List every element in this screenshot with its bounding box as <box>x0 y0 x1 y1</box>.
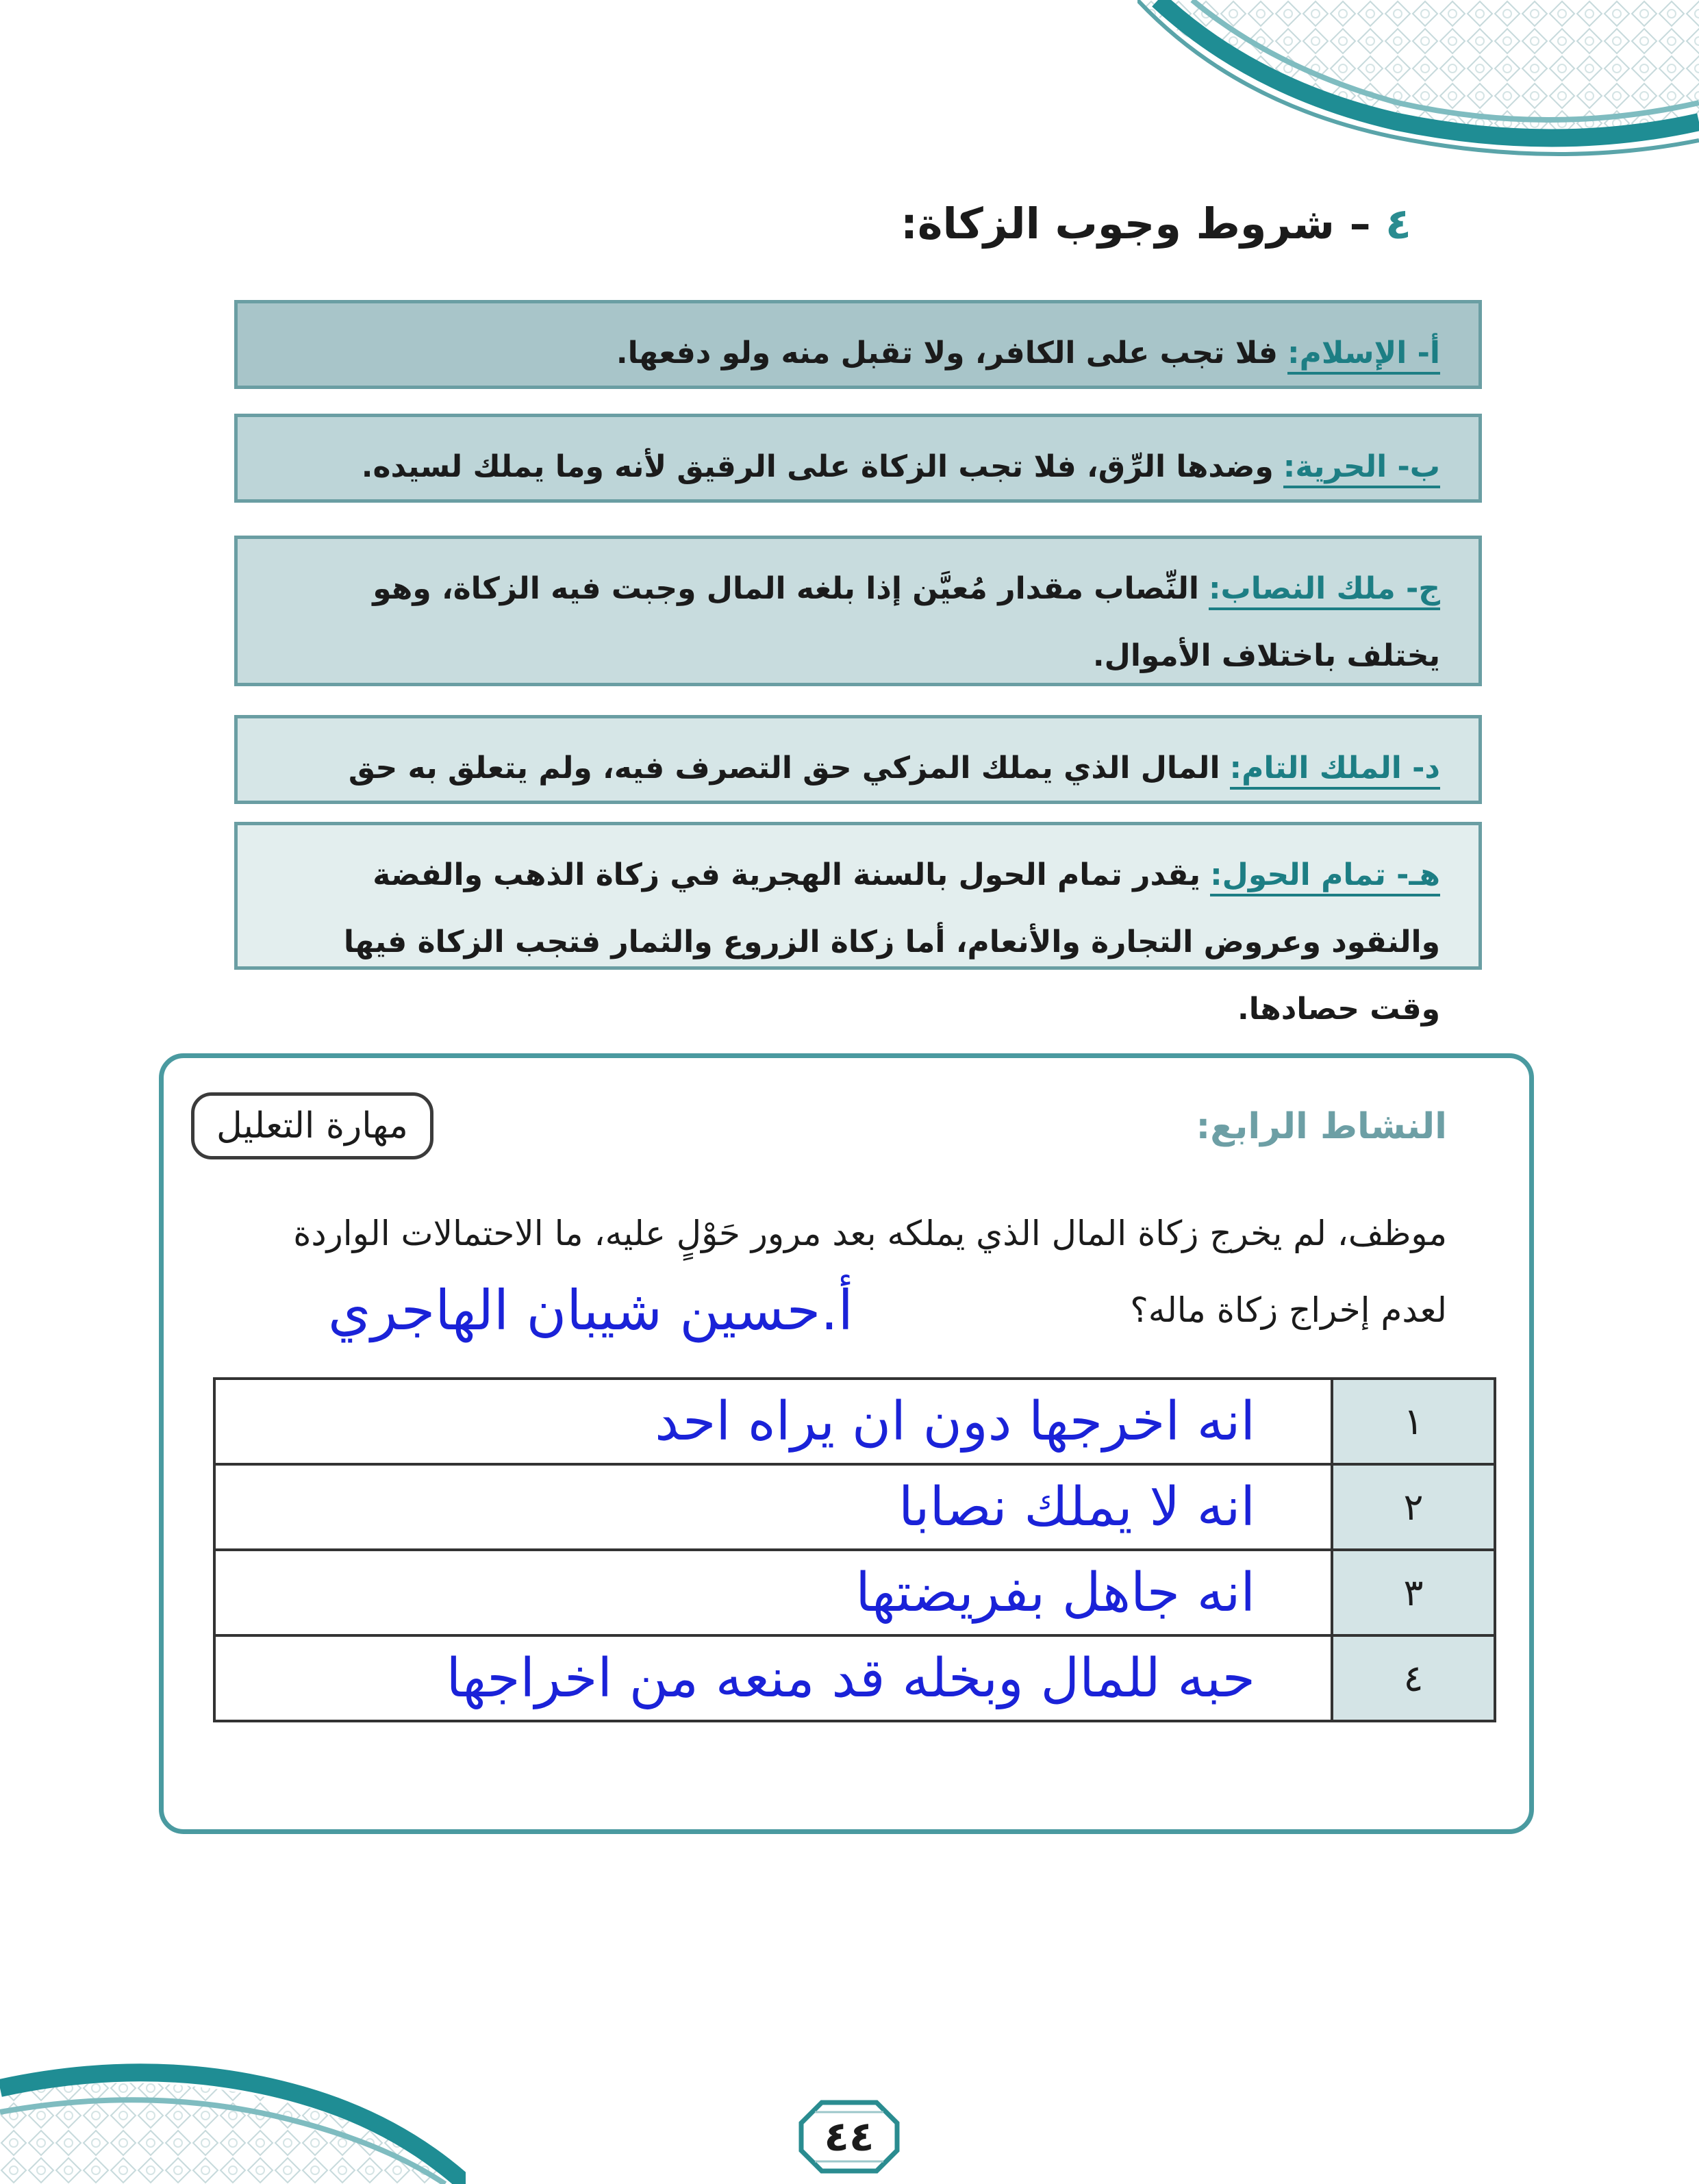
answer-field[interactable]: انه جاهل بفريضتها <box>214 1550 1332 1635</box>
table-row <box>214 1464 1495 1550</box>
row-number: ٣ <box>1332 1550 1495 1635</box>
condition-text: يقدر تمام الحول بالسنة الهجرية في زكاة الذهب والفضة والنقود وعروض التجارة والأنعام، أما زكاة الزروع والثمار فتجب الزكاة فيها وقت حصادها. <box>343 857 1440 1027</box>
answer-field[interactable]: انه اخرجها دون ان يراه احد <box>214 1379 1332 1464</box>
condition-text: المال الذي يملك المزكي حق التصرف فيه، ولم يتعلق به حق <box>348 751 1220 786</box>
row-number: ٤ <box>1332 1635 1495 1721</box>
section-number: ٤ <box>1385 199 1411 249</box>
condition-label: أ- الإسلام: <box>1287 336 1440 375</box>
condition-text: وضدها الرِّق، فلا تجب الزكاة على الرقيق لأنه وما يملك لسيده. <box>361 449 1274 484</box>
condition-box-freedom <box>234 414 1482 503</box>
row-number: ٢ <box>1332 1464 1495 1550</box>
activity-panel <box>159 1053 1534 1834</box>
condition-box-full-ownership <box>234 715 1482 804</box>
condition-box-islam <box>234 300 1482 389</box>
answers-table <box>213 1377 1496 1722</box>
bottom-decorative-corner-icon <box>0 2047 466 2184</box>
condition-text: النِّصاب مقدار مُعيَّن إذا بلغه المال وجبت فيه الزكاة، وهو يختلف باختلاف الأموال. <box>373 571 1440 673</box>
answer-field[interactable]: انه لا يملك نصابا <box>214 1464 1332 1550</box>
condition-label: د- الملك التام: <box>1230 751 1440 790</box>
table-row <box>214 1379 1495 1464</box>
condition-box-hawl <box>234 822 1482 1027</box>
section-title: شروط وجوب الزكاة: <box>901 199 1335 249</box>
section-heading <box>901 199 1411 249</box>
row-number: ١ <box>1332 1379 1495 1464</box>
skill-badge: مهارة التعليل <box>191 1092 433 1159</box>
handwritten-teacher-name: أ.حسين شيبان الهاجري <box>328 1279 853 1342</box>
condition-label: هـ- تمام الحول: <box>1210 857 1440 896</box>
page-number-frame <box>794 2096 904 2178</box>
top-decorative-corner-icon <box>1137 0 1699 164</box>
section-dash: – <box>1349 199 1371 249</box>
activity-question: موظف، لم يخرج زكاة المال الذي يملكه بعد مرور حَوْلٍ عليه، ما الاحتمالات الواردة لعدم إخراج زكاة ماله؟ <box>293 1214 1447 1330</box>
table-row <box>214 1635 1495 1721</box>
table-row <box>214 1550 1495 1635</box>
answer-field[interactable]: حبه للمال وبخله قد منعه من اخراجها <box>214 1635 1332 1721</box>
page-number: ٤٤ <box>824 2113 874 2161</box>
condition-label: ب- الحرية: <box>1283 449 1440 488</box>
condition-text: فلا تجب على الكافر، ولا تقبل منه ولو دفعها. <box>616 336 1278 371</box>
condition-label: ج- ملك النصاب: <box>1209 571 1440 610</box>
activity-title: النشاط الرابع: <box>1196 1106 1447 1147</box>
condition-box-nisab <box>234 536 1482 686</box>
